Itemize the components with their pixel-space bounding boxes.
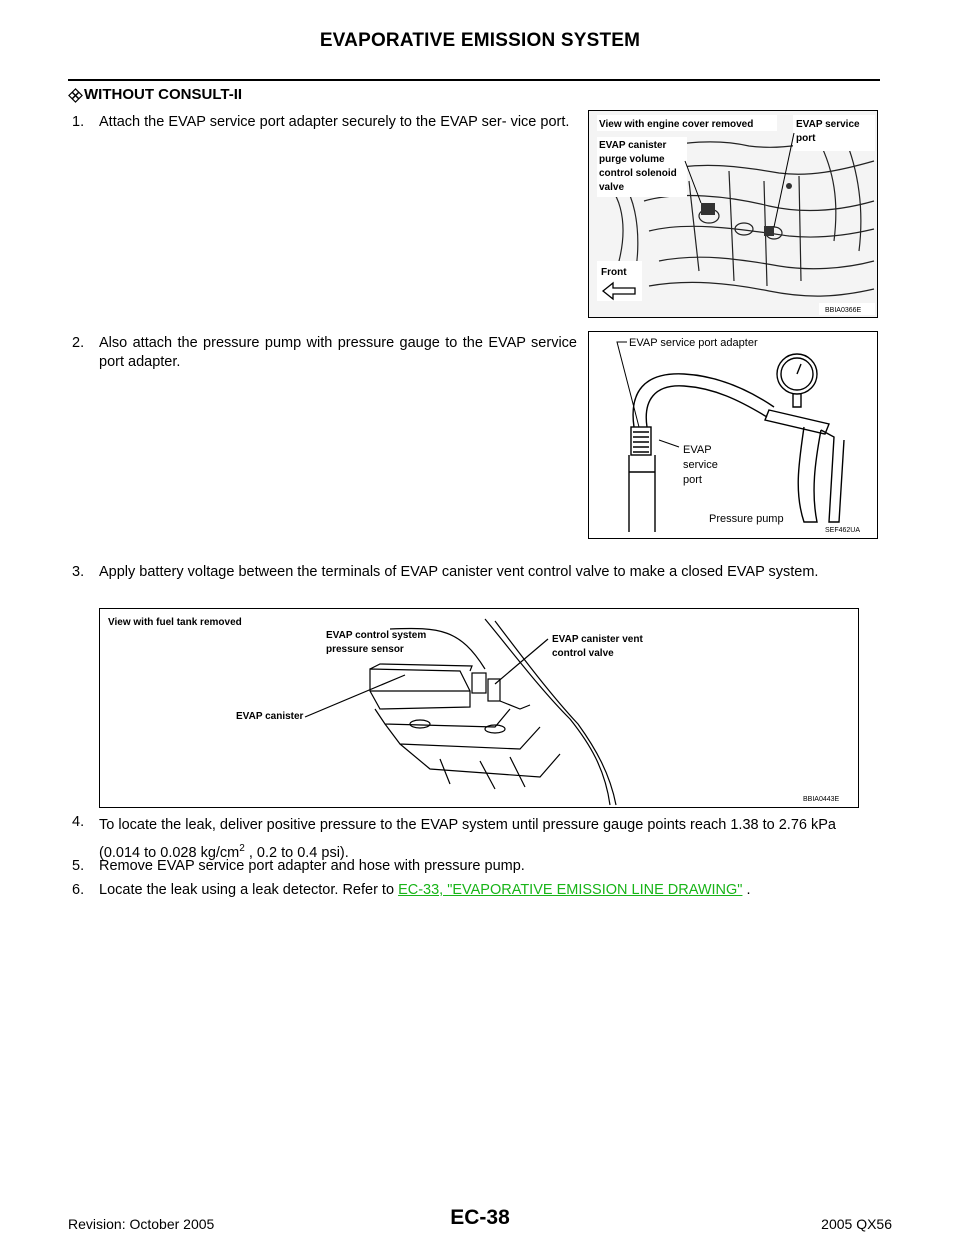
figure-label: EVAP service bbox=[796, 119, 860, 130]
step-number: 3. bbox=[72, 564, 85, 580]
figure-label: control solenoid bbox=[599, 168, 677, 179]
step-number: 2. bbox=[72, 335, 85, 351]
step-text: Attach the EVAP service port adapter securely to the EVAP ser- vice port. bbox=[99, 114, 570, 130]
step-number: 5. bbox=[72, 858, 85, 874]
canister-illustration bbox=[100, 609, 858, 807]
step-text: , 0.2 to 0.4 psi). bbox=[244, 844, 349, 861]
reference-link[interactable]: EC-33, "EVAPORATIVE EMISSION LINE DRAWING" bbox=[398, 882, 743, 898]
figure-label: port bbox=[796, 133, 816, 144]
figure-code: BBIA0366E bbox=[825, 307, 862, 314]
model-name: 2005 QX56 bbox=[821, 1216, 892, 1232]
step-5 bbox=[72, 857, 880, 877]
step-text: To locate the leak, deliver positive pressure to the EVAP system until pressure gauge points reach 1.38 to 2.76 kPa (0.014 to 0.028 kg/cm bbox=[99, 817, 836, 861]
figure-label: pressure sensor bbox=[326, 644, 404, 655]
figure-label: control valve bbox=[552, 648, 614, 659]
step-text: Apply battery voltage between the terminals of EVAP canister vent control valve to make a closed EVAP system. bbox=[99, 564, 819, 580]
pump-illustration bbox=[589, 332, 877, 538]
step-4 bbox=[72, 813, 880, 861]
figure-label: EVAP service port adapter bbox=[629, 337, 758, 349]
section-heading: WITHOUT CONSULT-II bbox=[84, 86, 243, 103]
step-6 bbox=[72, 881, 880, 901]
figure-label: EVAP control system bbox=[326, 630, 427, 641]
step-3 bbox=[72, 563, 880, 603]
revision-date: Revision: October 2005 bbox=[68, 1216, 215, 1232]
figure-pressure-pump bbox=[588, 331, 878, 539]
figure-label: Front bbox=[601, 267, 627, 278]
figure-code: SEF462UA bbox=[825, 527, 861, 534]
figure-label: service bbox=[683, 459, 718, 471]
step-number: 6. bbox=[72, 882, 85, 898]
figure-label: port bbox=[683, 474, 702, 486]
figure-label: Pressure pump bbox=[709, 513, 784, 525]
consult-cross-icon bbox=[68, 88, 83, 103]
figure-label: EVAP bbox=[683, 444, 712, 456]
figure-label: View with fuel tank removed bbox=[108, 617, 242, 628]
figure-label: EVAP canister vent bbox=[552, 634, 643, 645]
figure-label: EVAP canister bbox=[236, 711, 304, 722]
figure-label: purge volume bbox=[599, 154, 665, 165]
step-number: 1. bbox=[72, 114, 85, 130]
step-text: Locate the leak using a leak detector. Refer to bbox=[99, 882, 399, 898]
engine-illustration bbox=[589, 111, 877, 317]
step-1 bbox=[72, 113, 577, 153]
page-title: EVAPORATIVE EMISSION SYSTEM bbox=[319, 30, 641, 51]
figure-label: View with engine cover removed bbox=[599, 119, 754, 130]
figure-fuel-tank-view bbox=[99, 608, 859, 808]
step-2 bbox=[72, 334, 577, 374]
step-text: Also attach the pressure pump with pressure gauge to the EVAP service port adapter. bbox=[99, 335, 577, 370]
figure-label: valve bbox=[599, 182, 625, 193]
step-number: 4. bbox=[72, 814, 85, 830]
superscript: 2 bbox=[239, 843, 245, 854]
step-text: Remove EVAP service port adapter and hose with pressure pump. bbox=[99, 858, 525, 874]
header-divider bbox=[68, 79, 880, 81]
figure-engine-view bbox=[588, 110, 878, 318]
figure-label: EVAP canister bbox=[599, 140, 667, 151]
figure-code: BBIA0443E bbox=[803, 796, 840, 803]
step-text: . bbox=[742, 882, 751, 898]
page-number: EC-38 bbox=[450, 1206, 510, 1229]
